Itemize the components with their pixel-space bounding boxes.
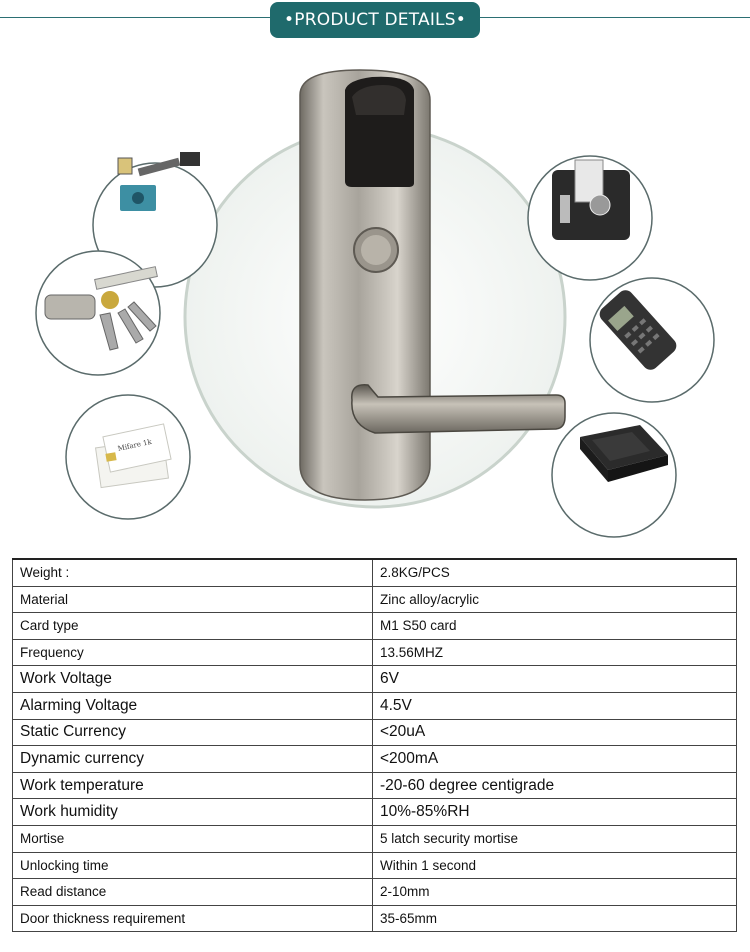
spec-row bbox=[13, 905, 737, 932]
spec-value: 10%-85%RH bbox=[373, 799, 737, 826]
spec-label: Door thickness requirement bbox=[13, 905, 373, 932]
spec-label: Unlocking time bbox=[13, 852, 373, 879]
spec-value: 35-65mm bbox=[373, 905, 737, 932]
spec-row bbox=[13, 613, 737, 640]
spec-value: M1 S50 card bbox=[373, 613, 737, 640]
spec-value: 2.8KG/PCS bbox=[373, 559, 737, 586]
spec-label: Work humidity bbox=[13, 799, 373, 826]
spec-row bbox=[13, 852, 737, 879]
svg-text:Mifare 1k: Mifare 1k bbox=[116, 437, 153, 453]
spec-row bbox=[13, 799, 737, 826]
spec-label: Frequency bbox=[13, 639, 373, 666]
spec-row bbox=[13, 772, 737, 799]
spec-value: <200mA bbox=[373, 746, 737, 773]
spec-label: Material bbox=[13, 586, 373, 613]
spec-label: Dynamic currency bbox=[13, 746, 373, 773]
spec-row bbox=[13, 666, 737, 693]
spec-value: Within 1 second bbox=[373, 852, 737, 879]
spec-label: Work temperature bbox=[13, 772, 373, 799]
spec-row bbox=[13, 559, 737, 586]
handheld-terminal-thumbnail bbox=[590, 278, 714, 402]
section-title: •PRODUCT DETAILS• bbox=[270, 2, 480, 38]
spec-value: 5 latch security mortise bbox=[373, 825, 737, 852]
spec-value: 4.5V bbox=[373, 692, 737, 719]
card-encoder-thumbnail bbox=[552, 413, 676, 537]
product-hero-image bbox=[0, 45, 750, 545]
spec-label: Card type bbox=[13, 613, 373, 640]
spec-row bbox=[13, 719, 737, 746]
spec-row bbox=[13, 825, 737, 852]
spec-row bbox=[13, 639, 737, 666]
spec-value: 13.56MHZ bbox=[373, 639, 737, 666]
spec-row bbox=[13, 692, 737, 719]
spec-value: Zinc alloy/acrylic bbox=[373, 586, 737, 613]
spec-row bbox=[13, 879, 737, 906]
spec-label: Static Currency bbox=[13, 719, 373, 746]
key-cylinder-thumbnail bbox=[36, 251, 160, 375]
spec-row bbox=[13, 586, 737, 613]
spec-value: -20-60 degree centigrade bbox=[373, 772, 737, 799]
spec-label: Weight : bbox=[13, 559, 373, 586]
spec-label: Mortise bbox=[13, 825, 373, 852]
spec-value: 2-10mm bbox=[373, 879, 737, 906]
spec-value: <20uA bbox=[373, 719, 737, 746]
specifications-table bbox=[12, 558, 737, 932]
spec-row bbox=[13, 746, 737, 773]
spec-label: Alarming Voltage bbox=[13, 692, 373, 719]
mortise-mechanism-thumbnail bbox=[528, 156, 652, 280]
spec-value: 6V bbox=[373, 666, 737, 693]
spec-label: Work Voltage bbox=[13, 666, 373, 693]
rfid-card-thumbnail bbox=[66, 395, 190, 519]
spec-label: Read distance bbox=[13, 879, 373, 906]
